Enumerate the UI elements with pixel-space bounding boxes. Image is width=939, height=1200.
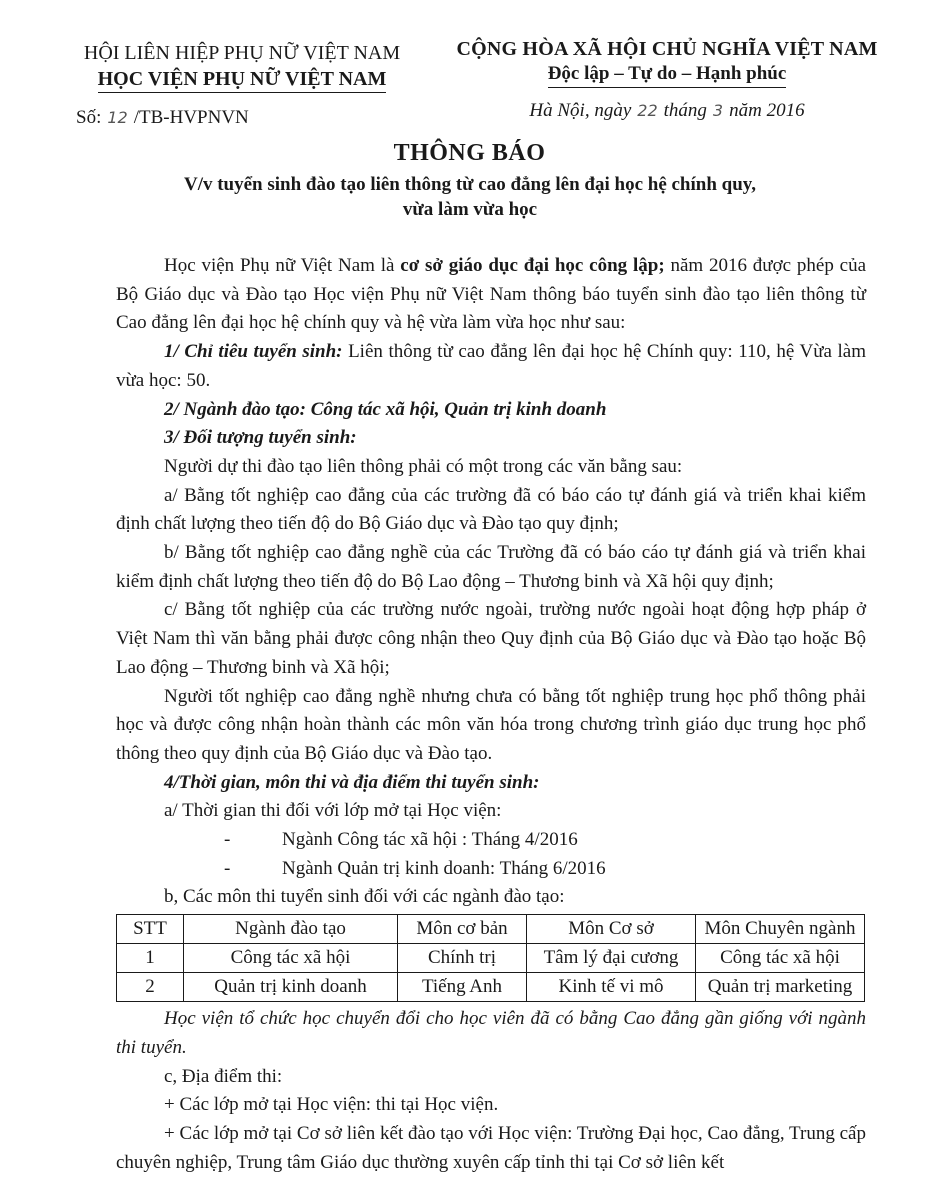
document-body [116, 252, 866, 1177]
section-3-item-a: a/ Bằng tốt nghiệp cao đẳng của các trường đã có báo cáo tự đánh giá và triển khai kiểm định chất lượng theo tiến độ do Bộ Giáo dục và Đào tạo quy định; [116, 484, 866, 535]
section-3-lead: Người dự thi đào tạo liên thông phải có một trong các văn bằng sau: [164, 455, 683, 477]
place-date [432, 100, 902, 122]
table-cell: Quản trị marketing [696, 973, 865, 1002]
intro-text-b: năm 2016 được phép của Bộ Giáo dục và Đào tạo Học viện Phụ nữ Việt Nam thông báo tuyển sinh đào tạo liên thông từ Cao đẳng lên đại học hệ chính quy và hệ vừa làm vừa học như sau: [116, 255, 867, 334]
table-header-cell: Ngành đào tạo [184, 915, 398, 944]
section-1-text: Liên thông từ cao đẳng lên đại học hệ Chính quy: 110, hệ Vừa làm vừa học: 50. [116, 341, 866, 391]
table-cell: 1 [117, 944, 184, 973]
list-item-text: Ngành Quản trị kinh doanh: Tháng 6/2016 [282, 857, 606, 879]
intro-text-a: Học viện Phụ nữ Việt Nam là [164, 255, 401, 276]
intro-bold: cơ sở giáo dục đại học công lập; [400, 255, 665, 276]
organization-name: HỌC VIỆN PHỤ NỮ VIỆT NAM [98, 66, 387, 93]
section-4-b: b, Các môn thi tuyển sinh đối với các ngành đào tạo: [164, 886, 565, 908]
table-header-cell: STT [117, 915, 184, 944]
section-1 [116, 338, 866, 395]
table-cell: Công tác xã hội [696, 944, 865, 973]
section-4-heading: 4/Thời gian, môn thi và địa điểm thi tuyển sinh: [164, 771, 540, 793]
month-word: tháng [663, 100, 707, 121]
doc-number-suffix: /TB-HVPNVN [133, 107, 249, 128]
list-item [116, 855, 866, 884]
document-title: THÔNG BÁO [393, 140, 546, 166]
year-text: năm 2016 [729, 100, 805, 121]
document-subject [150, 172, 790, 222]
intro-paragraph [116, 252, 866, 338]
table-cell: Kinh tế vi mô [527, 973, 696, 1002]
republic-name: CỘNG HÒA XÃ HỘI CHỦ NGHĨA VIỆT NAM [456, 38, 878, 60]
section-3-item-c: c/ Bằng tốt nghiệp của các trường nước ngoài, trường nước ngoài hoạt động hợp pháp ở Việt Nam thì văn bằng phải được công nhận theo Quy định của Bộ Giáo dục và Đào tạo hoặc Bộ Lao động – Thương binh và Xã hội; [116, 599, 866, 678]
national-motto: Độc lập – Tự do – Hạnh phúc [548, 62, 787, 88]
section-3-note: Người tốt nghiệp cao đẳng nghề nhưng chưa có bằng tốt nghiệp trung học phổ thông phải học và được công nhận hoàn thành các môn văn hóa trong chương trình giáo dục trung học phổ thông theo quy định của Bộ Giáo dục và Đào tạo. [116, 685, 866, 764]
day-handwritten: 22 [637, 101, 658, 120]
table-cell: Tâm lý đại cương [527, 944, 696, 973]
section-1-heading: 1/ Chỉ tiêu tuyển sinh: [164, 341, 343, 363]
section-3-item-b: b/ Bằng tốt nghiệp cao đẳng nghề của các Trường đã có báo cáo tự đánh giá và triển khai kiểm định chất lượng theo tiến độ do Bộ Lao động – Thương binh và Xã hội quy định; [116, 542, 866, 592]
table-header-row [117, 915, 865, 944]
dash-bullet: - [224, 829, 231, 851]
table-cell: 2 [117, 973, 184, 1002]
exam-subjects-table [116, 914, 865, 1002]
document-number [76, 107, 422, 129]
list-item-text: Ngành Công tác xã hội : Tháng 4/2016 [282, 829, 578, 851]
section-4-c: c, Địa điểm thi: [164, 1065, 283, 1087]
table-header-cell: Môn Chuyên ngành [696, 915, 865, 944]
table-row [117, 973, 865, 1002]
dash-bullet: - [224, 857, 231, 879]
list-item [116, 826, 866, 855]
national-header [432, 36, 902, 122]
issuer-block [62, 40, 422, 129]
subject-line-2: vừa làm vừa học [402, 199, 538, 220]
section-2-heading: 2/ Ngành đào tạo: [164, 398, 306, 420]
section-2-text: Công tác xã hội, Quản trị kinh doanh [306, 398, 607, 420]
exam-location-2: + Các lớp mở tại Cơ sở liên kết đào tạo với Học viện: Trường Đại học, Cao đẳng, Trung cấp chuyên nghiệp, Trung tâm Giáo dục thường xuyên cấp tỉnh thi tại Cơ sở liên kết [116, 1122, 866, 1173]
table-cell: Quản trị kinh doanh [184, 973, 398, 1002]
section-4-a: a/ Thời gian thi đối với lớp mở tại Học viện: [164, 800, 502, 822]
section-3-heading: 3/ Đối tượng tuyển sinh: [164, 427, 357, 449]
table-header-cell: Môn cơ bản [398, 915, 527, 944]
table-row [117, 944, 865, 973]
table-header-cell: Môn Cơ sở [527, 915, 696, 944]
conversion-note: Học viện tổ chức học chuyển đổi cho học viên đã có bằng Cao đẳng gần giống với ngành thi tuyển. [116, 1008, 866, 1058]
table-cell: Công tác xã hội [184, 944, 398, 973]
parent-organization: HỘI LIÊN HIỆP PHỤ NỮ VIỆT NAM [83, 42, 401, 64]
table-cell: Chính trị [398, 944, 527, 973]
subject-line-1: V/v tuyển sinh đào tạo liên thông từ cao đẳng lên đại học hệ chính quy, [183, 174, 757, 195]
table-cell: Tiếng Anh [398, 973, 527, 1002]
month-handwritten: 3 [712, 101, 724, 120]
exam-location-1: + Các lớp mở tại Học viện: thi tại Học viện. [164, 1094, 499, 1116]
section-2 [116, 396, 866, 425]
doc-number-handwritten: 12 [107, 108, 128, 127]
place-prefix: Hà Nội, ngày [529, 100, 632, 121]
doc-number-prefix: Số: [76, 107, 102, 128]
